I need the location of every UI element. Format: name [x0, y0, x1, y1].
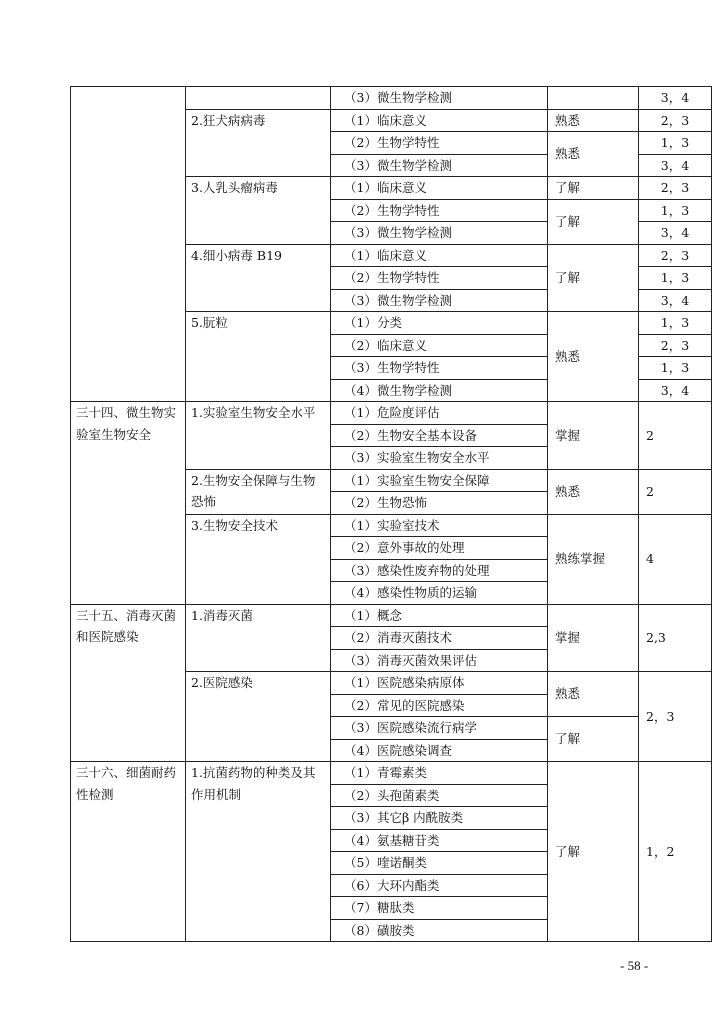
period-cell: 1，3 — [639, 267, 712, 290]
subunit-cell: 2.医院感染 — [186, 672, 331, 762]
item-cell: （4）微生物学检测 — [331, 379, 548, 402]
level-cell: 熟悉 — [548, 312, 639, 402]
item-cell: （3）消毒灭菌效果评估 — [331, 649, 548, 672]
item-cell: （3）实验室生物安全水平 — [331, 447, 548, 470]
period-cell: 2，3 — [639, 334, 712, 357]
item-cell: （1）实验室技术 — [331, 514, 548, 537]
item-cell: （3）微生物学检测 — [331, 222, 548, 245]
table-row — [71, 762, 712, 785]
period-cell: 2,3 — [639, 604, 712, 672]
item-cell: （3）微生物学检测 — [331, 289, 548, 312]
level-cell: 了解 — [548, 177, 639, 200]
item-cell: （2）意外事故的处理 — [331, 537, 548, 560]
subunit-cell: 5.朊粒 — [186, 312, 331, 402]
period-cell: 1，3 — [639, 199, 712, 222]
period-cell: 2，3 — [639, 244, 712, 267]
period-cell: 2，3 — [639, 109, 712, 132]
item-cell: （1）临床意义 — [331, 109, 548, 132]
level-cell: 了解 — [548, 762, 639, 942]
period-cell: 1，3 — [639, 132, 712, 155]
item-cell: （5）喹诺酮类 — [331, 852, 548, 875]
item-cell: （2）常见的医院感染 — [331, 694, 548, 717]
table-row — [71, 604, 712, 627]
subunit-cell: 4.细小病毒 B19 — [186, 244, 331, 312]
period-cell: 4 — [639, 514, 712, 604]
period-cell: 2 — [639, 469, 712, 514]
level-cell: 了解 — [548, 244, 639, 312]
item-cell: （3）微生物学检测 — [331, 154, 548, 177]
item-cell: （3）感染性废弃物的处理 — [331, 559, 548, 582]
subunit-cell: 1.实验室生物安全水平 — [186, 402, 331, 470]
subunit-cell: 1.消毒灭菌 — [186, 604, 331, 672]
item-cell: （2）头孢菌素类 — [331, 784, 548, 807]
level-cell: 熟悉 — [548, 469, 639, 514]
level-cell: 熟悉 — [548, 132, 639, 177]
page-number: - 58 - — [620, 958, 649, 973]
item-cell: （2）生物恐怖 — [331, 492, 548, 515]
period-cell: 3，4 — [639, 289, 712, 312]
subunit-cell: 2.狂犬病病毒 — [186, 109, 331, 177]
item-cell: （3）生物学特性 — [331, 357, 548, 380]
item-cell: （3）微生物学检测 — [331, 87, 548, 110]
item-cell: （4）感染性物质的运输 — [331, 582, 548, 605]
subunit-cell: 2.生物安全保障与生物恐怖 — [186, 469, 331, 514]
period-cell: 2，3 — [639, 177, 712, 200]
subunit-cell: 1.抗菌药物的种类及其作用机制 — [186, 762, 331, 942]
unit-title-cell: 三十六、细菌耐药性检测 — [71, 762, 186, 942]
item-cell: （1）危险度评估 — [331, 402, 548, 425]
level-cell: 熟悉 — [548, 109, 639, 132]
item-cell: （1）分类 — [331, 312, 548, 335]
level-cell: 掌握 — [548, 604, 639, 672]
unit-cell — [71, 87, 186, 402]
item-cell: （1）医院感染病原体 — [331, 672, 548, 695]
item-cell: （7）糖肽类 — [331, 897, 548, 920]
period-cell: 1，3 — [639, 357, 712, 380]
level-cell: 熟练掌握 — [548, 514, 639, 604]
subunit-cell — [186, 87, 331, 110]
period-cell: 3，4 — [639, 379, 712, 402]
item-cell: （2）生物学特性 — [331, 267, 548, 290]
period-cell: 2，3 — [639, 672, 712, 762]
item-cell: （1）青霉素类 — [331, 762, 548, 785]
table-row — [71, 87, 712, 110]
item-cell: （2）生物安全基本设备 — [331, 424, 548, 447]
unit-title-cell: 三十四、微生物实验室生物安全 — [71, 402, 186, 605]
item-cell: （3）其它β 内酰胺类 — [331, 807, 548, 830]
item-cell: （1）实验室生物安全保障 — [331, 469, 548, 492]
table-row — [71, 402, 712, 425]
period-cell: 1，3 — [639, 312, 712, 335]
item-cell: （1）临床意义 — [331, 244, 548, 267]
period-cell: 3，4 — [639, 154, 712, 177]
level-cell — [548, 87, 639, 110]
level-cell: 熟悉 — [548, 672, 639, 717]
level-cell: 掌握 — [548, 402, 639, 470]
period-cell: 3，4 — [639, 87, 712, 110]
unit-title-cell: 三十五、消毒灭菌和医院感染 — [71, 604, 186, 762]
syllabus-table — [70, 86, 712, 942]
item-cell: （2）临床意义 — [331, 334, 548, 357]
period-cell: 1，2 — [639, 762, 712, 942]
item-cell: （4）医院感染调查 — [331, 739, 548, 762]
item-cell: （2）消毒灭菌技术 — [331, 627, 548, 650]
item-cell: （6）大环内酯类 — [331, 874, 548, 897]
item-cell: （1）概念 — [331, 604, 548, 627]
subunit-cell: 3.生物安全技术 — [186, 514, 331, 604]
level-cell: 了解 — [548, 717, 639, 762]
item-cell: （3）医院感染流行病学 — [331, 717, 548, 740]
item-cell: （8）磺胺类 — [331, 919, 548, 942]
item-cell: （4）氨基糖苷类 — [331, 829, 548, 852]
period-cell: 3，4 — [639, 222, 712, 245]
subunit-cell: 3.人乳头瘤病毒 — [186, 177, 331, 245]
period-cell: 2 — [639, 402, 712, 470]
level-cell: 了解 — [548, 199, 639, 244]
item-cell: （2）生物学特性 — [331, 132, 548, 155]
item-cell: （1）临床意义 — [331, 177, 548, 200]
item-cell: （2）生物学特性 — [331, 199, 548, 222]
